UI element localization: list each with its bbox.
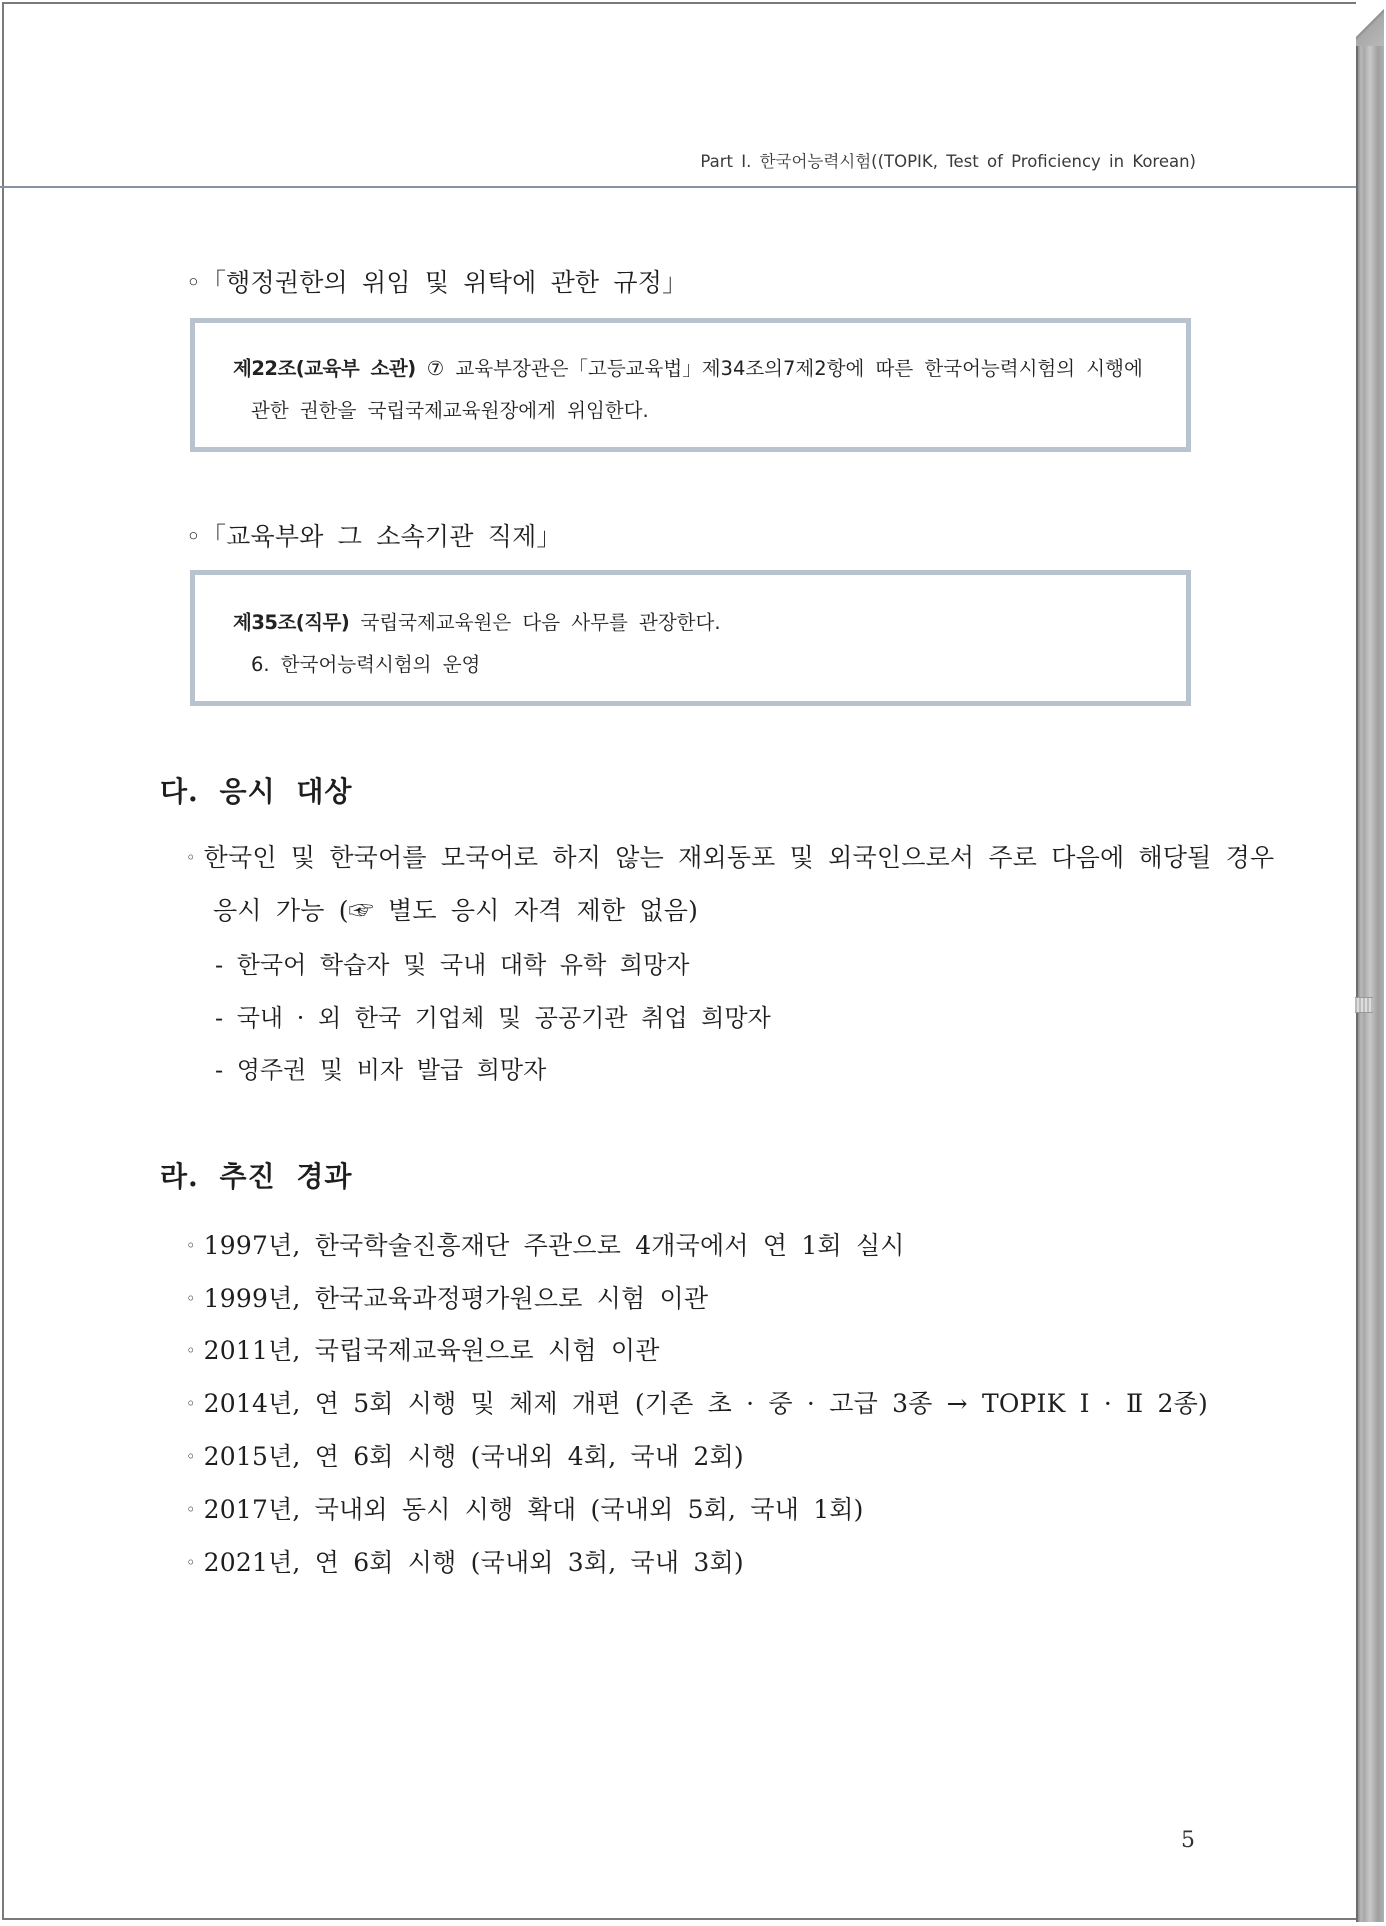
section-heading: 라. 추진 경과	[160, 1160, 353, 1193]
list-item: ◦ 1997년, 한국학술진흥재단 주관으로 4개국에서 연 1회 실시	[186, 1231, 905, 1260]
list-item: ◦ 2014년, 연 5회 시행 및 체제 개편 (기존 초 · 중 · 고급 3종 → TOPIK Ⅰ · Ⅱ 2종)	[186, 1389, 1208, 1418]
law-excerpt-box	[190, 318, 1191, 452]
header-rule	[0, 186, 1356, 188]
section-heading: 다. 응시 대상	[160, 775, 353, 808]
article-text	[233, 607, 721, 635]
page-corner-fold	[1356, 2, 1384, 46]
bullet-icon: ◦	[186, 1236, 196, 1255]
list-item: ◦ 1999년, 한국교육과정평가원으로 시험 이관	[186, 1284, 709, 1313]
article-body: ⑦ 교육부장관은「고등교육법」제34조의7제2항에 따른 한국어능력시험의 시행에	[415, 357, 1143, 380]
article-item: 6. 한국어능력시험의 운영	[251, 653, 481, 676]
list-item: ◦ 2017년, 국내외 동시 시행 확대 (국내외 5회, 국내 1회)	[186, 1495, 864, 1524]
article-continuation: 관한 권한을 국립국제교육원장에게 위임한다.	[251, 399, 649, 422]
page-number: 5	[1181, 1828, 1195, 1853]
bullet-icon: ◦	[186, 1447, 196, 1466]
dash-item: - 한국어 학습자 및 국내 대학 유학 희망자	[215, 951, 690, 979]
decree-title: ◦「행정권한의 위임 및 위탁에 관한 규정」	[186, 268, 688, 297]
law-excerpt-box	[190, 570, 1191, 706]
list-item: ◦ 2021년, 연 6회 시행 (국내외 3회, 국내 3회)	[186, 1548, 744, 1577]
article-label: 제22조(교육부 소관)	[233, 357, 416, 380]
bullet-icon: ◦	[186, 1289, 196, 1308]
article-text	[233, 353, 1143, 381]
dash-item: - 영주권 및 비자 발급 희망자	[215, 1056, 547, 1084]
article-label: 제35조(직무)	[233, 611, 350, 634]
bullet-icon: ◦	[186, 848, 196, 867]
bullet-icon: ◦	[186, 1341, 196, 1360]
list-item: ◦ 2015년, 연 6회 시행 (국내외 4회, 국내 2회)	[186, 1442, 744, 1471]
bullet-icon: ◦	[186, 1553, 196, 1572]
list-item: ◦ 한국인 및 한국어를 모국어로 하지 않는 재외동포 및 외국인으로서 주로 다음에 해당될 경우	[186, 843, 1275, 872]
running-header: Part Ⅰ. 한국어능력시험((TOPIK, Test of Proficiency in Korean)	[700, 152, 1196, 171]
page-edge-stack	[1356, 2, 1384, 1922]
decree-title: ◦「교육부와 그 소속기관 직제」	[186, 522, 562, 551]
article-body: 국립국제교육원은 다음 사무를 관장한다.	[349, 611, 721, 634]
bullet-icon: ◦	[186, 1394, 196, 1413]
list-item-continuation: 응시 가능 (☞ 별도 응시 자격 제한 없음)	[213, 896, 699, 925]
dash-item: - 국내 · 외 한국 기업체 및 공공기관 취업 희망자	[215, 1004, 771, 1032]
list-item: ◦ 2011년, 국립국제교육원으로 시험 이관	[186, 1336, 660, 1365]
bullet-icon: ◦	[186, 1500, 196, 1519]
page-edge-marker	[1355, 997, 1373, 1013]
